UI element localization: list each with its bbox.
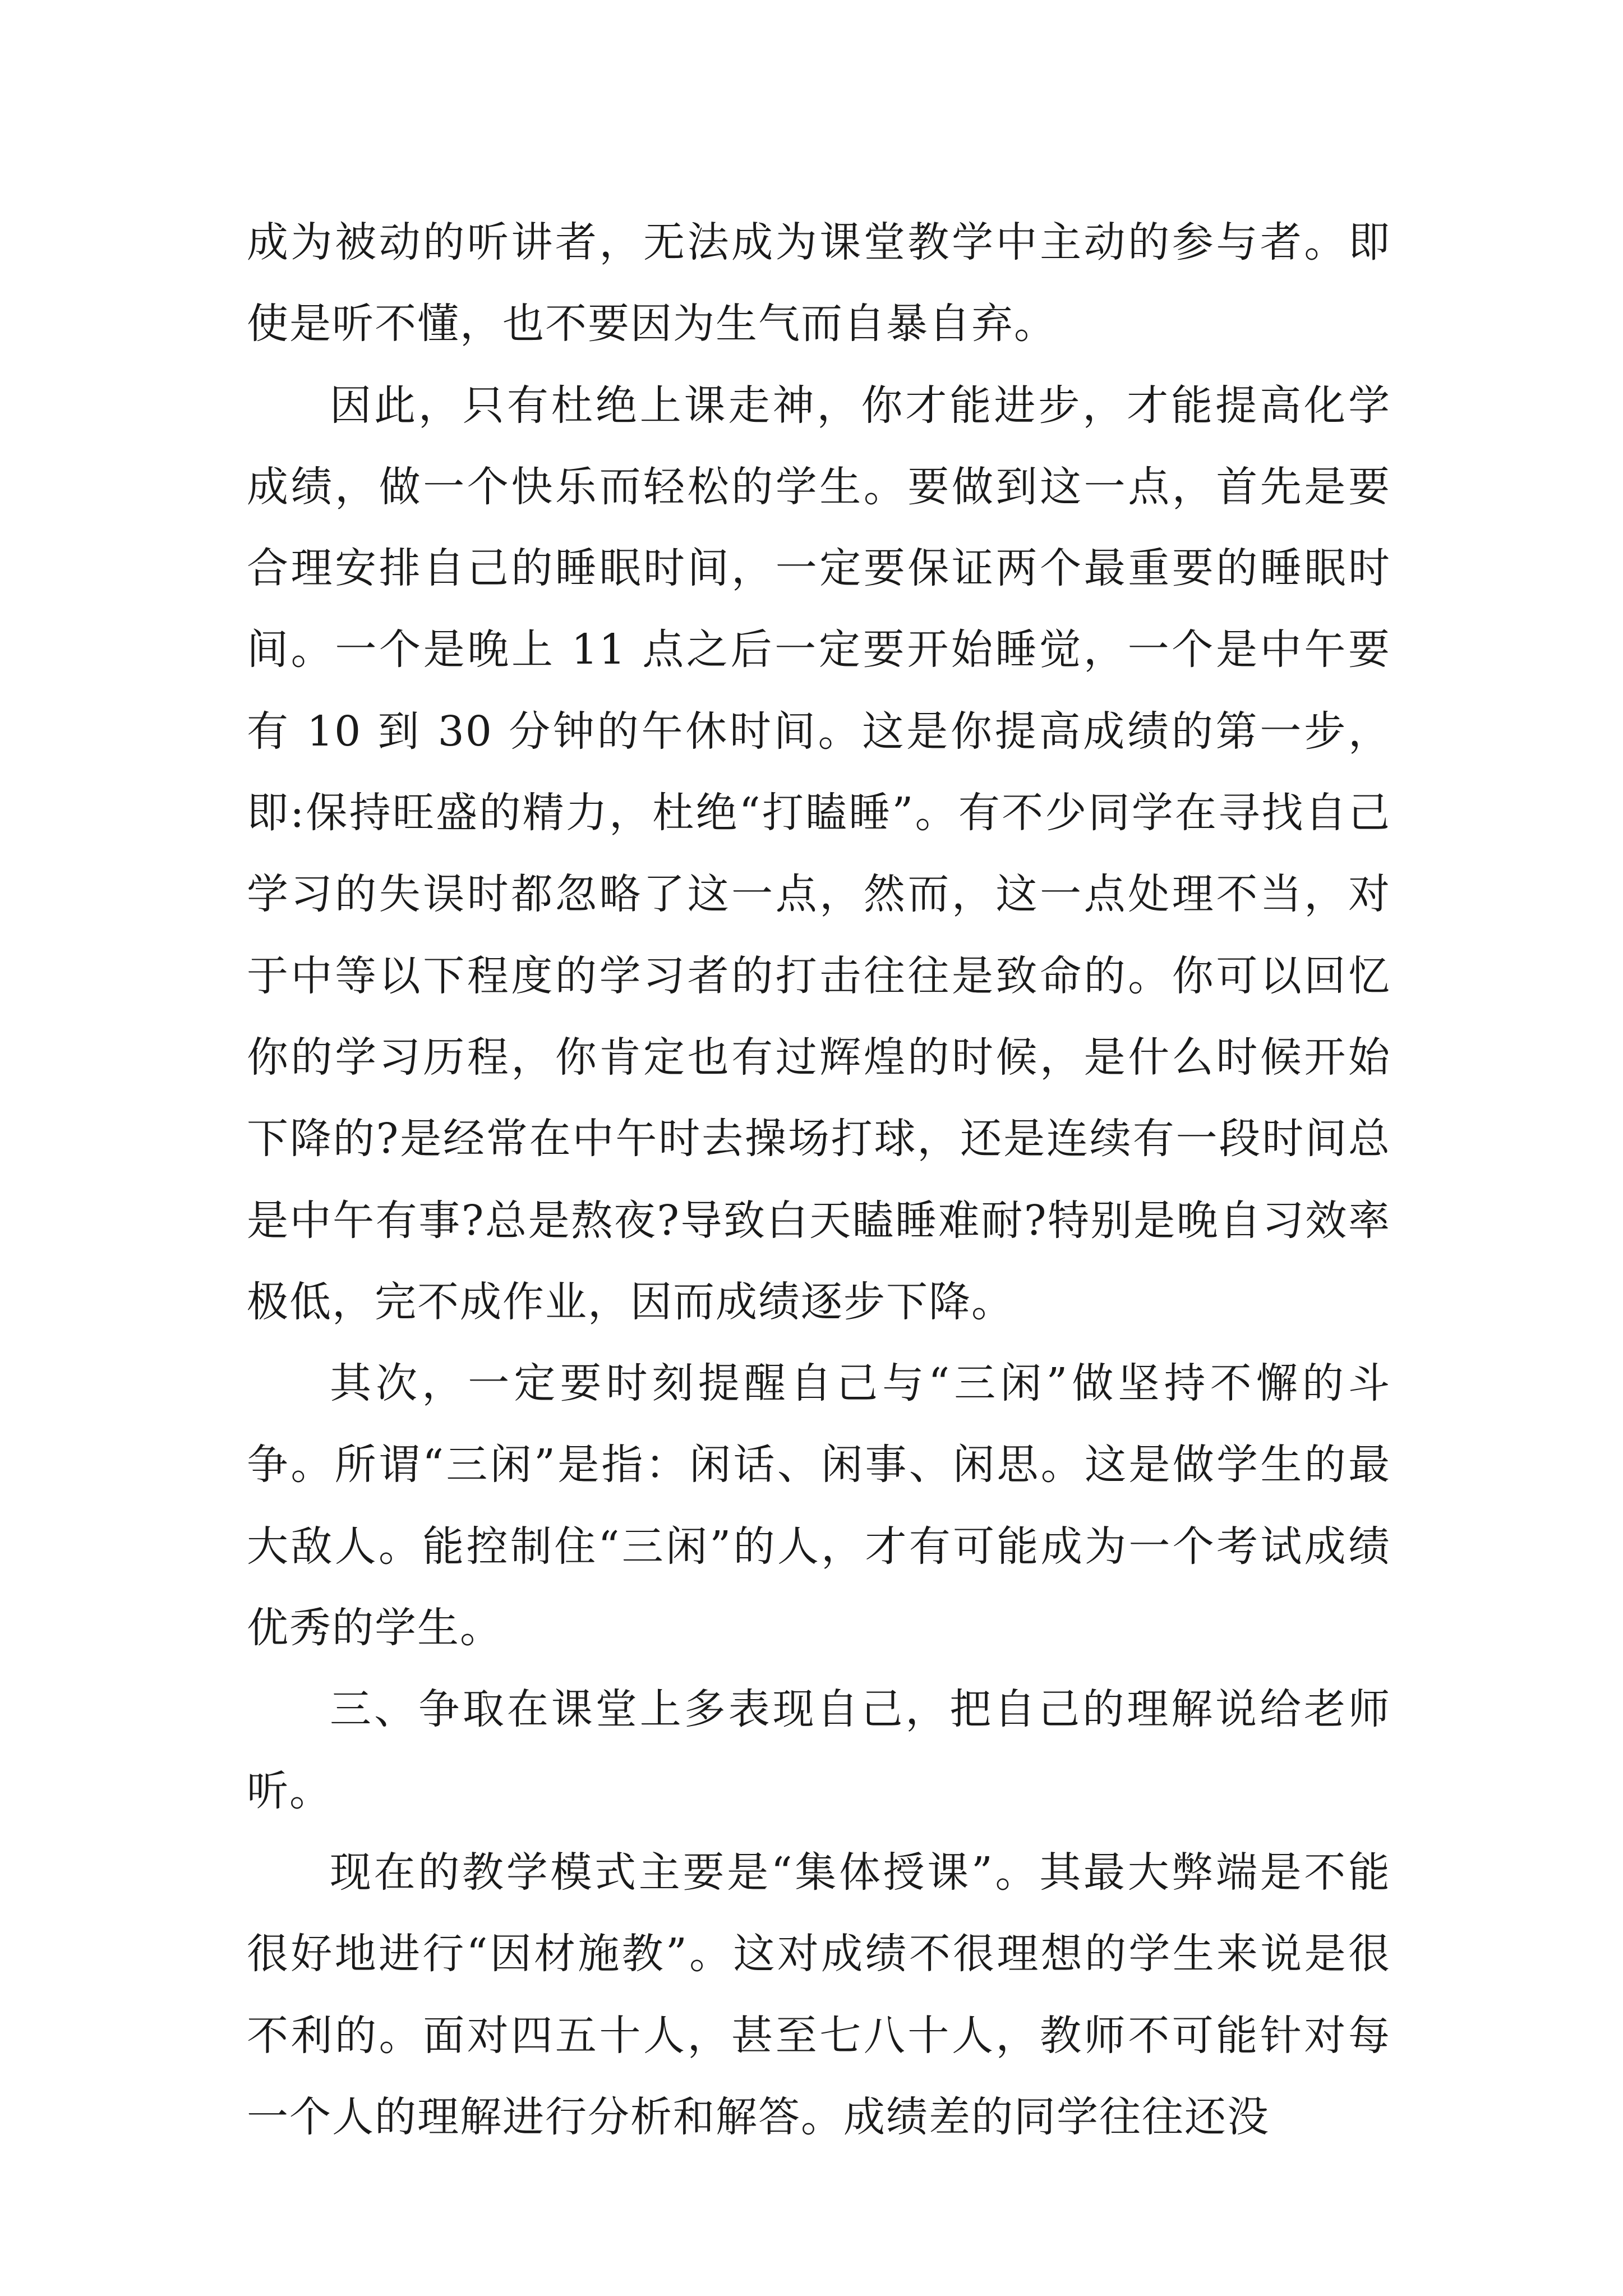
paragraph-2: 因此，只有杜绝上课走神，你才能进步，才能提高化学成绩，做一个快乐而轻松的学生。要做到这一点，首先是要合理安排自己的睡眠时间，一定要保证两个最重要的睡眠时间。一个是晚上 11 点之后一定要开始睡觉，一个是中午要有 10 到 30 分钟的午休时间。这是你提高成绩的第一步，即:保持旺盛的精力，杜绝“打瞌睡”。有不少同学在寻找自己学习的失误时都忽略了这一点，然而，这一点处理不当，对于中等以下程度的学习者的打击往往是致命的。你可以回忆你的学习历程，你肯定也有过辉煌的时候，是什么时候开始下降的?是经常在中午时去操场打球，还是连续有一段时间总是中午有事?总是熬夜?导致白天瞌睡难耐?特别是晚自习效率极低，完不成作业，因而成绩逐步下降。 [247,381,1391,1326]
paragraph-4-heading: 三、争取在课堂上多表现自己，把自己的理解说给老师听。 [247,1685,1391,1815]
body-text [247,202,1391,2158]
paragraph-1: 成为被动的听讲者，无法成为课堂教学中主动的参与者。即使是听不懂，也不要因为生气而自暴自弃。 [247,218,1391,348]
paragraph-5: 现在的教学模式主要是“集体授课”。其最大弊端是不能很好地进行“因材施教”。这对成绩不很理想的学生来说是很不利的。面对四五十人，甚至七八十人，教师不可能针对每一个人的理解进行分析和解答。成绩差的同学往往还没 [247,1848,1391,2141]
paragraph-3: 其次，一定要时刻提醒自己与“三闲”做坚持不懈的斗争。所谓“三闲”是指：闲话、闲事、闲思。这是做学生的最大敌人。能控制住“三闲”的人，才有可能成为一个考试成绩优秀的学生。 [247,1359,1391,1653]
